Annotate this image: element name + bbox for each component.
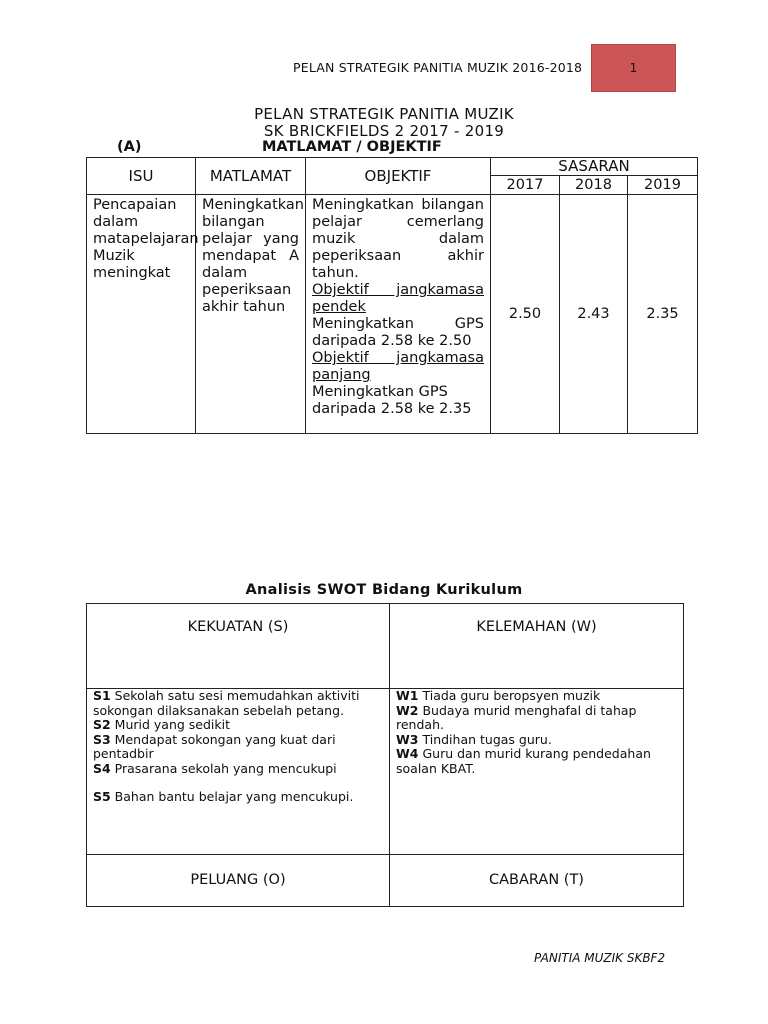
strength-item: S2 Murid yang sedikit (93, 717, 231, 732)
section-heading: MATLAMAT / OBJEKTIF (262, 139, 442, 155)
page-number-box (591, 44, 676, 92)
swot-table (86, 603, 684, 907)
cell-objektif (306, 195, 491, 434)
header-matlamat: MATLAMAT (196, 158, 306, 195)
target-2019: 2.35 (628, 195, 698, 434)
strength-item: S3 Mendapat sokongan yang kuat dari pentadbir (93, 731, 336, 761)
long-term-text: Meningkatkan GPS daripada 2.58 ke 2.35 (312, 384, 472, 417)
page-number: 1 (629, 61, 638, 75)
cell-isu: Pencapaian dalam matapelajaran Muzik meningkat (87, 195, 196, 434)
strengths-header: KEKUATAN (S) (87, 604, 390, 689)
objectives-table (86, 157, 698, 434)
header-isu: ISU (87, 158, 196, 195)
spacer (93, 776, 383, 790)
objektif-main: Meningkatkan bilangan pelajar cemerlang muzik dalam peperiksaan akhir tahun. (312, 197, 484, 281)
weaknesses-cell (390, 689, 684, 855)
year-2017: 2017 (491, 176, 560, 195)
year-2019: 2019 (628, 176, 698, 195)
long-term-label: Objektif jangkamasa panjang (312, 350, 484, 383)
header-objektif: OBJEKTIF (306, 158, 491, 195)
document-subtitle: SK BRICKFIELDS 2 2017 - 2019 (263, 122, 505, 140)
weakness-item: W3 Tindihan tugas guru. (396, 731, 552, 747)
weakness-item: W4 Guru dan murid kurang pendedahan soalan KBAT. (396, 746, 651, 776)
weakness-item: W1 Tiada guru beropsyen muzik (396, 688, 601, 703)
running-header: PELAN STRATEGIK PANITIA MUZIK 2016-2018 (293, 60, 583, 75)
weakness-item: W2 Budaya murid menghafal di tahap rendah. (396, 702, 637, 732)
document-title: PELAN STRATEGIK PANITIA MUZIK (254, 105, 514, 123)
swot-title: Analisis SWOT Bidang Kurikulum (245, 582, 523, 598)
target-2018: 2.43 (560, 195, 628, 434)
short-term-text: Meningkatkan GPS daripada 2.58 ke 2.50 (312, 316, 484, 349)
strength-item: S4 Prasarana sekolah yang mencukupi (93, 760, 337, 776)
weaknesses-header: KELEMAHAN (W) (390, 604, 684, 689)
threats-header: CABARAN (T) (390, 855, 684, 907)
strengths-cell (87, 689, 390, 855)
running-footer: PANITIA MUZIK SKBF2 (534, 951, 666, 965)
section-letter: (A) (117, 139, 142, 155)
year-2018: 2018 (560, 176, 628, 195)
opportunities-header: PELUANG (O) (87, 855, 390, 907)
cell-matlamat: Meningkatkan bilangan pelajar yang mendapat A dalam peperiksaan akhir tahun (196, 195, 306, 434)
strength-item: S1 Sekolah satu sesi memudahkan aktiviti sokongan dilaksanakan sebelah petang. (93, 688, 360, 718)
target-2017: 2.50 (491, 195, 560, 434)
short-term-label: Objektif jangkamasa pendek (312, 282, 484, 315)
strength-item: S5 Bahan bantu belajar yang mencukupi. (93, 789, 354, 804)
header-sasaran: SASARAN (491, 158, 698, 176)
